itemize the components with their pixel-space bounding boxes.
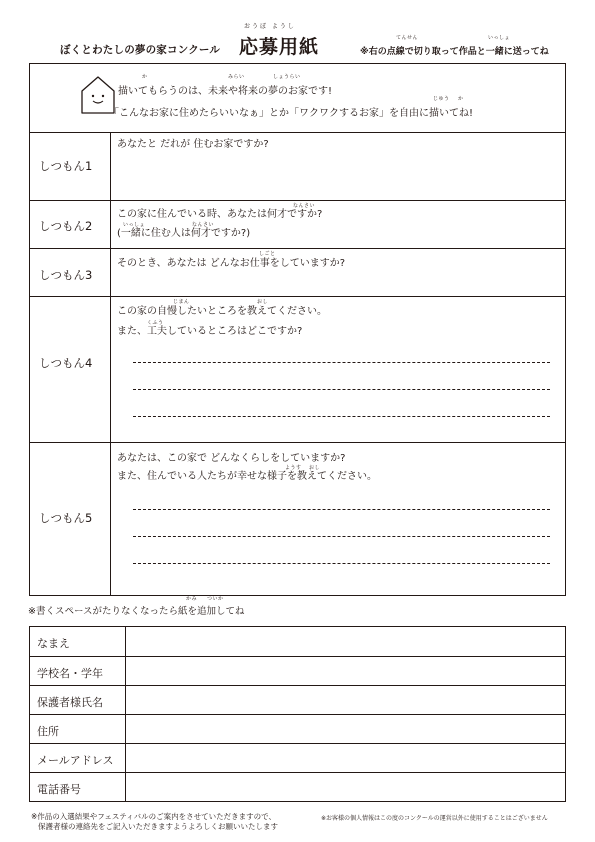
answer-line — [133, 536, 550, 537]
question-text: あなたと だれが 住むお家ですか? — [117, 139, 269, 150]
send-note-ruby-2: いっしょ — [488, 35, 511, 41]
question-text: この家の自慢したいところを教えてください。 — [117, 306, 327, 317]
question-text: あなたは、この家で どんなくらしをしていますか? — [117, 453, 346, 464]
question-label: しつもん4 — [39, 356, 93, 370]
phone-field[interactable] — [125, 773, 566, 801]
question-ruby: いっしょ — [123, 222, 146, 228]
space-note-ruby: かみ — [186, 596, 198, 602]
question-label: しつもん1 — [39, 159, 93, 173]
footer-note-left — [31, 812, 278, 832]
name-field[interactable] — [125, 627, 566, 656]
question-text: また、工夫しているところはどこですか? — [117, 326, 303, 337]
field-label: 学校名・学年 — [37, 667, 103, 680]
intro-ruby: しょうらい — [273, 74, 301, 80]
title-ruby: おうぼ ようし — [244, 23, 296, 30]
info-row-address — [30, 714, 565, 743]
info-row-phone — [30, 772, 565, 801]
question-ruby: じまん — [173, 299, 190, 305]
contest-subtitle: ぼくとわたしの夢の家コンクール — [60, 44, 221, 56]
send-instruction: ※右の点線で切り取って作品と一緒に送ってね — [360, 47, 549, 57]
send-note-ruby-1: てんせん — [396, 35, 419, 41]
question-ruby: おし — [257, 299, 269, 305]
school-grade-field[interactable] — [125, 657, 566, 685]
question-label: しつもん5 — [39, 511, 93, 525]
question-label: しつもん3 — [39, 268, 93, 282]
question-text: そのとき、あなたは どんなお仕事をしていますか? — [117, 258, 346, 269]
space-note: ※書くスペースがたりなくなったら紙を追加してね — [28, 606, 245, 617]
info-row-name — [30, 627, 565, 656]
page-title: 応募用紙 — [239, 36, 320, 58]
question-row-1 — [30, 132, 565, 200]
address-field[interactable] — [125, 715, 566, 743]
intro-ruby: じゆう — [433, 96, 450, 102]
question-ruby: なんさい — [293, 203, 316, 209]
question-ruby: なんさい — [192, 222, 215, 228]
question-text: また、住んでいる人たちが幸せな様子を教えてください。 — [117, 471, 377, 482]
intro-ruby: か — [142, 74, 148, 80]
question-row-5 — [30, 442, 565, 595]
answer-line — [133, 389, 550, 390]
question-row-2 — [30, 200, 565, 248]
footer-line: 保護者様の連絡先をご記入いただきますようよろしくお願いいたします — [38, 822, 278, 831]
question-ruby: しごと — [259, 251, 276, 257]
intro-text: 「こんなお家に住めたらいいなぁ」とか「ワクワクするお家」を自由に描いてね! — [109, 108, 474, 119]
answer-line — [133, 509, 550, 510]
question-ruby: ようす — [285, 465, 302, 471]
question-text: (一緒に住む人は何才ですか?) — [117, 228, 251, 239]
question-label: しつもん2 — [39, 219, 93, 233]
questions-table — [29, 63, 566, 596]
answer-line — [133, 563, 550, 564]
intro-ruby: みらい — [228, 74, 245, 80]
field-label: 電話番号 — [37, 783, 81, 796]
guardian-name-field[interactable] — [125, 686, 566, 714]
intro-ruby: か — [458, 96, 464, 102]
field-label: なまえ — [37, 637, 70, 650]
info-row-school — [30, 656, 565, 685]
footer-note-right: ※お客様の個人情報はこの度のコンクールの運営以外に使用することはございません — [321, 815, 548, 822]
field-label: メールアドレス — [37, 754, 114, 767]
applicant-info-table — [29, 626, 566, 802]
field-label: 保護者様氏名 — [37, 696, 103, 709]
email-field[interactable] — [125, 744, 566, 772]
question-ruby: おし — [309, 465, 321, 471]
question-row-3 — [30, 248, 565, 296]
info-row-email — [30, 743, 565, 772]
question-row-4 — [30, 296, 565, 442]
info-row-guardian — [30, 685, 565, 714]
answer-line — [133, 362, 550, 363]
space-note-ruby: ついか — [207, 596, 224, 602]
field-label: 住所 — [37, 725, 59, 738]
question-ruby: くふう — [147, 320, 164, 326]
question-text: この家に住んでいる時、あなたは何才ですか? — [117, 209, 323, 220]
intro-text: 描いてもらうのは、未来や将来の夢のお家です! — [118, 86, 333, 97]
answer-line — [133, 416, 550, 417]
footer-line: ※作品の入選結果やフェスティバルのご案内をさせていただきますので、 — [31, 812, 277, 821]
